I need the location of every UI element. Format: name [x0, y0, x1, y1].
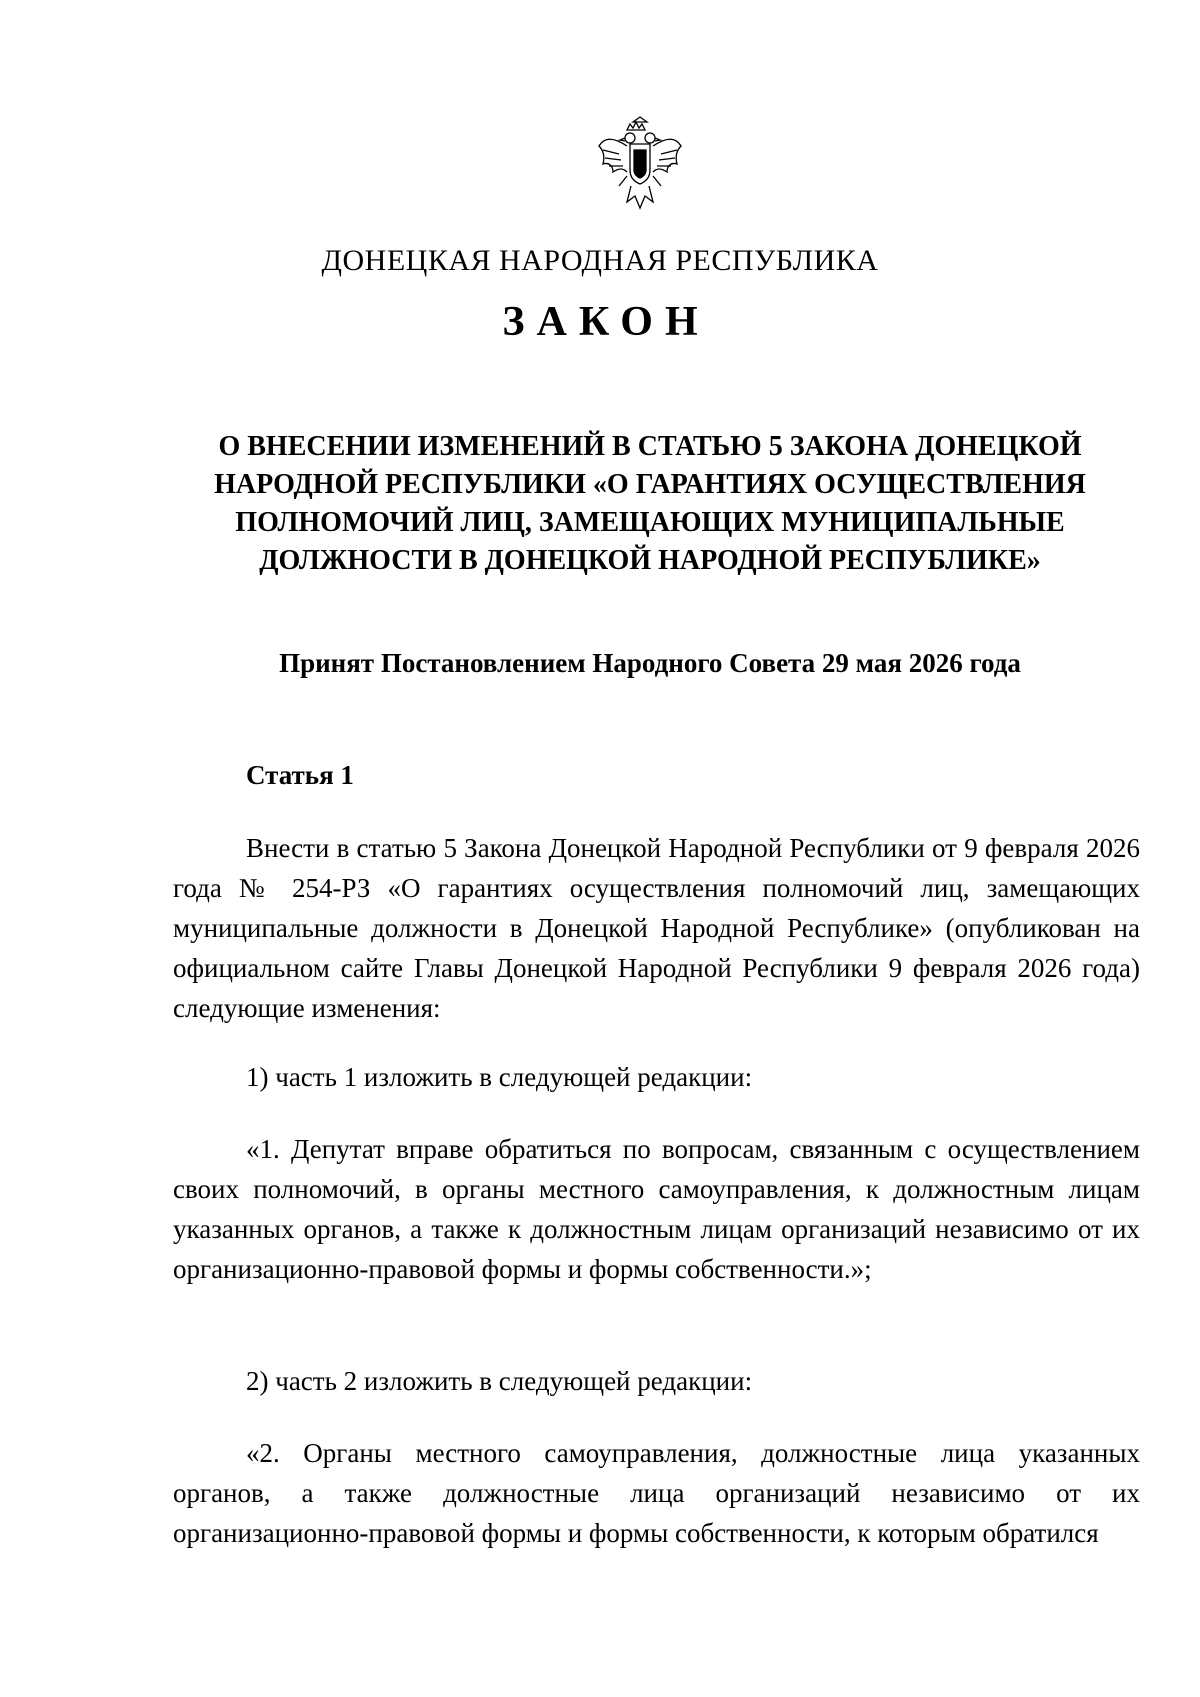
law-title-line: НАРОДНОЙ РЕСПУБЛИКИ «О ГАРАНТИЯХ ОСУЩЕСТВЛЕНИЯ — [214, 469, 1086, 500]
body-paragraph: 2) часть 2 изложить в следующей редакции: — [246, 1366, 753, 1396]
body-paragraph: Внести в статью 5 Закона Донецкой Народной Республики от 9 февраля 2026 года № 254-РЗ «О гарантиях осуществления полномочий лиц, замещающих муниципальные должности в Донецкой Народной Республике» (опубликован на официальном сайте Главы Донецкой Народной Республики 9 февраля 2026 года) следующие изменения: — [173, 833, 1140, 1023]
law-title — [160, 428, 1140, 580]
body-paragraph: 1) часть 1 изложить в следующей редакции: — [246, 1062, 753, 1092]
article-heading: Статья 1 — [246, 760, 354, 790]
state-name: ДОНЕЦКАЯ НАРОДНАЯ РЕСПУБЛИКА — [321, 244, 879, 277]
law-title-line: ДОЛЖНОСТИ В ДОНЕЦКОЙ НАРОДНОЙ РЕСПУБЛИКЕ» — [259, 545, 1041, 576]
law-title-line: ПОЛНОМОЧИЙ ЛИЦ, ЗАМЕЩАЮЩИХ МУНИЦИПАЛЬНЫЕ — [235, 507, 1065, 538]
body-paragraph: «1. Депутат вправе обратиться по вопросам, связанным с осуществлением своих полномочий, в органы местного самоуправления, к должностным лицам указанных органов, а также к должностным лицам организаций независимо от их организационно-правовой формы и формы собственности.»; — [173, 1134, 1140, 1284]
body-paragraph: «2. Органы местного самоуправления, должностные лица указанных органов, а также должностные лица организаций независимо от их организационно-правовой формы и формы собственности, к которым обратился — [173, 1438, 1140, 1548]
document-type-heading: ЗАКОН — [502, 299, 710, 345]
adoption-note: Принят Постановлением Народного Совета 29 мая 2026 года — [279, 648, 1021, 678]
coat-of-arms-emblem-icon — [597, 116, 683, 214]
law-title-line: О ВНЕСЕНИИ ИЗМЕНЕНИЙ В СТАТЬЮ 5 ЗАКОНА ДОНЕЦКОЙ — [218, 431, 1082, 462]
